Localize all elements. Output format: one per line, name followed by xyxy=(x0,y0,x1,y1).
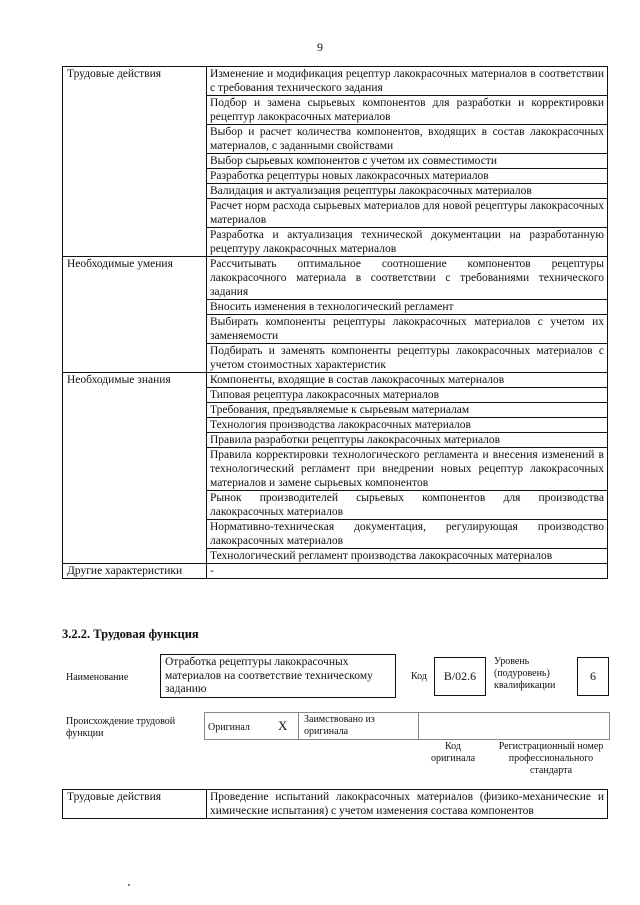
name-label: Наименование xyxy=(66,672,129,683)
level-label: Уровень (подуровень) квалификации xyxy=(494,656,556,691)
name-value: Отработка рецептуры лакокрасочных материалов на соответствие техническому заданию xyxy=(165,656,373,695)
row-item: Технология производства лакокрасочных материалов xyxy=(207,418,608,433)
row-label: Необходимые умения xyxy=(63,257,207,373)
original-mark: X xyxy=(278,718,288,733)
table-row xyxy=(63,790,608,819)
name-value-box xyxy=(160,654,396,698)
row-item: Выбор сырьевых компонентов с учетом их совместимости xyxy=(207,154,608,169)
code-label: Код xyxy=(411,671,427,682)
table-row xyxy=(63,564,608,579)
row-item: Рынок производителей сырьевых компонентов для производства лакокрасочных материалов xyxy=(207,491,608,520)
row-item: Нормативно-техническая документация, регулирующая производство лакокрасочных материалов xyxy=(207,520,608,549)
row-item: Валидация и актуализация рецептуры лакокрасочных материалов xyxy=(207,184,608,199)
row-label: Другие характеристики xyxy=(63,564,207,579)
row-item: Выбор и расчет количества компонентов, входящих в состав лакокрасочных материалов, с заданными свойствами xyxy=(207,125,608,154)
code-original-label: Код оригинала xyxy=(430,741,476,764)
row-item: Разработка и актуализация технической документации на разработанную рецептуру лакокрасочных материалов xyxy=(207,228,608,257)
competency-table xyxy=(62,66,608,579)
code-value-box xyxy=(434,657,486,696)
row-item: - xyxy=(207,564,608,579)
table-row xyxy=(63,373,608,388)
code-value: B/02.6 xyxy=(443,669,477,683)
row-item: Компоненты, входящие в состав лакокрасочных материалов xyxy=(207,373,608,388)
origin-divider xyxy=(298,712,299,739)
page-number: 9 xyxy=(317,40,323,54)
borrowed-label: Заимствовано из оригинала xyxy=(304,714,375,737)
origin-divider-2 xyxy=(418,712,419,739)
row-item: Вносить изменения в технологический регламент xyxy=(207,300,608,315)
section-title: 3.2.2. Трудовая функция xyxy=(62,627,199,641)
table-row xyxy=(63,257,608,300)
row-item: Технологический регламент производства лакокрасочных материалов xyxy=(207,549,608,564)
row-label: Трудовые действия xyxy=(63,790,207,819)
level-value-box xyxy=(577,657,609,696)
row-item: Разработка рецептуры новых лакокрасочных материалов xyxy=(207,169,608,184)
row-item: Требования, предъявляемые к сырьевым материалам xyxy=(207,403,608,418)
row-item: Подбирать и заменять компоненты рецептуры лакокрасочных материалов с учетом стоимостных характеристик xyxy=(207,344,608,373)
level-value: 6 xyxy=(590,669,596,683)
row-item: Изменение и модификация рецептур лакокрасочных материалов в соответствии с требования технического задания xyxy=(207,67,608,96)
row-item: Правила корректировки технологического регламента и внесения изменений в технологический регламент при внедрении новых рецептур лакокрасочных материалов и замене сырьевых компонентов xyxy=(207,448,608,491)
original-label: Оригинал xyxy=(208,722,250,733)
row-label: Трудовые действия xyxy=(63,67,207,257)
row-item: Рассчитывать оптимальное соотношение компонентов рецептуры лакокрасочного материала в соответствии с требованиями технического задания xyxy=(207,257,608,300)
row-item: Подбор и замена сырьевых компонентов для разработки и корректировки рецептур лакокрасочных материалов xyxy=(207,96,608,125)
origin-label: Происхождение трудовой функции xyxy=(66,716,176,739)
scan-dot xyxy=(128,884,130,886)
table-row xyxy=(63,67,608,96)
row-item: Выбирать компоненты рецептуры лакокрасочных материалов с учетом их заменяемости xyxy=(207,315,608,344)
work-actions-table xyxy=(62,789,608,819)
row-item: Расчет норм расхода сырьевых материалов для новой рецептуры лакокрасочных материалов xyxy=(207,199,608,228)
row-item: Типовая рецептура лакокрасочных материалов xyxy=(207,388,608,403)
row-item: Правила разработки рецептуры лакокрасочных материалов xyxy=(207,433,608,448)
reg-number-label: Регистрационный номер профессионального стандарта xyxy=(498,741,604,776)
row-label: Необходимые знания xyxy=(63,373,207,564)
row-item: Проведение испытаний лакокрасочных материалов (физико-механические и химические испытания) с учетом изменения состава компонентов xyxy=(207,790,608,819)
